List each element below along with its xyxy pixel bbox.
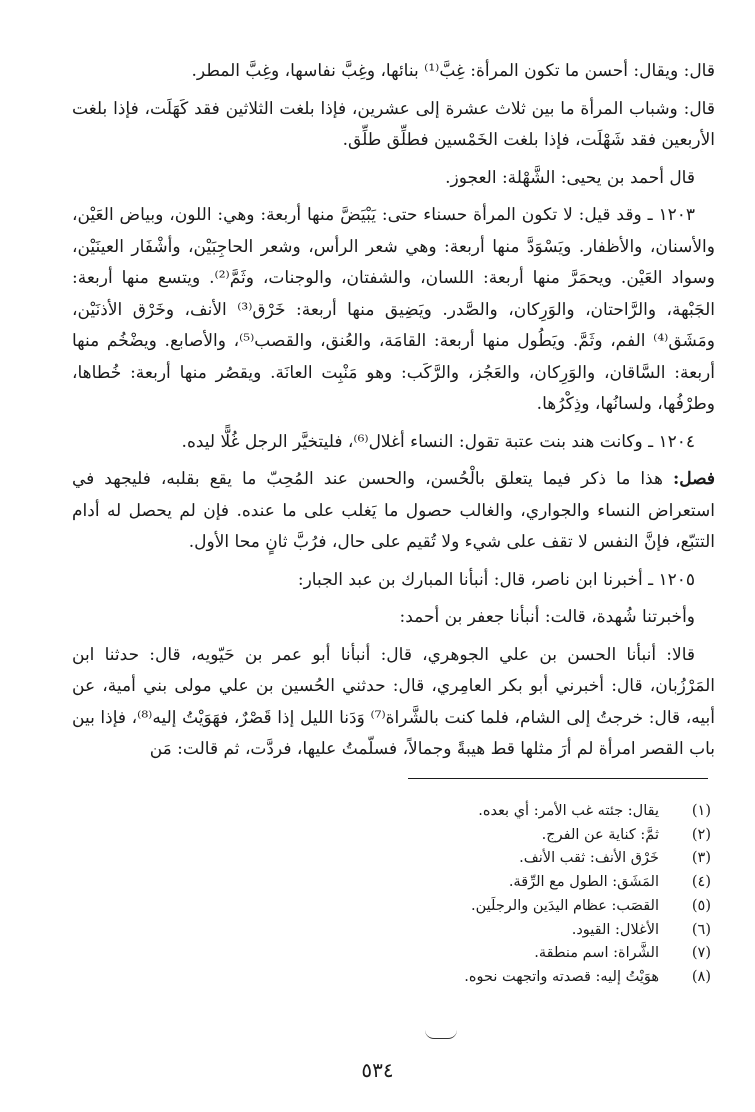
footnote-item	[100, 824, 711, 848]
footnote-item	[100, 966, 711, 990]
end-ornament	[425, 1030, 457, 1039]
footnotes	[100, 800, 711, 990]
footnote-text: ثمَّ: كناية عن الفرج.	[541, 826, 659, 843]
footnote-text: القصَب: عظام اليدَين والرجلَين.	[471, 897, 659, 914]
footnote-item	[100, 847, 711, 871]
paragraph: قال: ويقال: أحسن ما تكون المرأة: غِبَّ⁽¹⁾ بنائها، وغِبَّ نفاسها، وغِبَّ المطر.	[191, 61, 715, 81]
footnote-text: الأغلال: القيود.	[571, 921, 659, 938]
footnote-item	[100, 871, 711, 895]
footnote-text: خَرْق الأنف: ثقب الأنف.	[519, 850, 659, 867]
footnote-text: يقال: جئته غب الأمر: أي بعده.	[478, 803, 659, 819]
page-number: ٥٣٤	[361, 1058, 394, 1082]
section-paragraph	[72, 464, 715, 559]
footnote-item	[100, 942, 711, 966]
footnote-number: (٢)	[691, 826, 711, 843]
footnote-text: هوَيْتُ إليه: قصدته واتجهت نحوه.	[464, 968, 659, 985]
paragraph: ١٢٠٤ ـ وكانت هند بنت عتبة تقول: النساء أغلال⁽⁶⁾، فليتخيَّر الرجل غُلًّا ليده.	[181, 431, 695, 452]
footnote-item	[100, 800, 711, 824]
section-label: فصل:	[672, 469, 715, 489]
footnote-number: (٧)	[691, 945, 711, 962]
footnote-number: (٣)	[691, 850, 711, 867]
footnote-item	[100, 895, 711, 919]
paragraph: ١٢٠٣ ـ وقد قيل: لا تكون المرأة حسناء حتى: يَبْيَضَّ منها أربعة: وهي: اللون، وبياض العَيْن، والأسنان، والأظفار. ويَسْوَدَّ منها أربعة: وهي شعر الرأس، وشعر الحاجِبَيْن، وأشْفَار العينَيْن، وسواد العَيْن. ويحمَرَّ منها أربعة: اللسان، والشفتان، والوجنات، وثَمَّ⁽²⁾. ويتسع منها أربعة: الجَبْهة، والرَّاحتان، والوَرِكان، والصَّدر. ويَضِيق منها أربعة: خَرْق⁽³⁾ الأنف، وخَرْق الأذنَيْن، ومَشَق⁽⁴⁾ الفم، وثَمَّ. ويَطُول منها أربعة: القامَة، والعُنق، والقصب⁽⁵⁾، والأصابع. ويضْخُم منها أربعة: السَّاقان، والوَرِكان، والعَجُز، والرَّكَب: وهو مَنْبِت العانَة. ويقصُر منها أربعة: خُطاها، وطرْفُها، ولسانُها، وذِكْرُها.	[72, 205, 716, 414]
footnote-text: المَشَق: الطول مع الرِّقة.	[508, 874, 659, 891]
footnote-number: (٥)	[691, 897, 711, 914]
paragraph: ١٢٠٥ ـ أخبرنا ابن ناصر، قال: أنبأنا المبارك بن عبد الجبار:	[297, 569, 695, 590]
paragraph: قال: وشباب المرأة ما بين ثلاث عشرة إلى عشرين، فإذا بلغت الثلاثين فقد كَهَلَت، فإذا بلغت الأربعين فقد شَهْلَت، فإذا بلغت الخَمْسين فطلِّق طلِّق.	[72, 98, 715, 150]
footnote-divider	[408, 778, 708, 779]
paragraph: قالا: أنبأنا الحسن بن علي الجوهري، قال: أنبأنا أبو عمر بن حَيّويه، قال: حدثنا ابن المَرْزُبان، قال: أخبرني أبو بكر العامِري، قال: حدثني الحُسين بن علي مولى بني أمية، عن أبيه، قال: خرجتُ إلى الشام، فلما كنت بالشَّراة⁽⁷⁾ وَدَنا الليل إذا قَصْرٌ، فهَوَيْتُ إليه⁽⁸⁾، فإذا بين باب القصر امرأة لم أرَ مثلها قط هيبةً وجمالاً، فسلّمتُ عليها، فردَّت، ثم قالت: مَن	[72, 644, 715, 759]
paragraph: قال أحمد بن يحيى: الشَّهْلة: العجوز.	[445, 167, 695, 188]
footnote-number: (١)	[691, 803, 711, 819]
main-text	[72, 56, 715, 772]
footnote-number: (٤)	[691, 874, 711, 891]
footnote-item	[100, 919, 711, 943]
footnote-text: الشَّراة: اسم منطقة.	[534, 945, 659, 962]
paragraph: وأخبرتنا شُهدة، قالت: أنبأنا جعفر بن أحمد:	[399, 607, 695, 627]
footnote-number: (٦)	[691, 921, 711, 938]
footnote-number: (٨)	[691, 968, 711, 985]
section-text: هذا ما ذكر فيما يتعلق بالْحُسن، والحسن عند المُحِبّ ما يقع بقلبه، فليجهد في استعراض النساء والجواري، والغالب حصول ما يَغلب على ما عنده. فإن لم يحصل له أدام التتبّع، فإنَّ النفس لا تقف على شيء ولا تُقيم على حال، فرُبَّ ثانٍ محا الأول.	[72, 469, 715, 552]
